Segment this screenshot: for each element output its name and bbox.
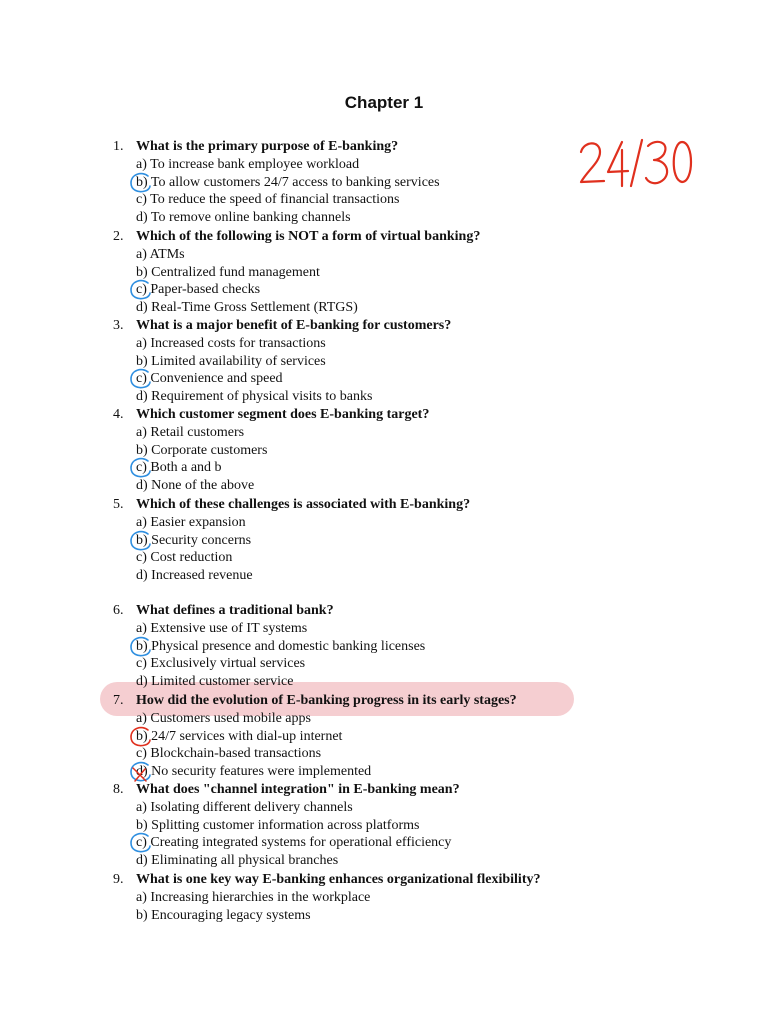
page-title: Chapter 1 <box>344 93 424 112</box>
question-number: 9. <box>113 872 124 887</box>
answer-circle-mark-icon <box>128 457 152 479</box>
answer-option: a) Extensive use of IT systems <box>136 620 308 636</box>
answer-circle-mark-icon <box>128 636 152 658</box>
answer-option: d) Real-Time Gross Settlement (RTGS) <box>136 300 358 316</box>
answer-option: d) Limited customer service <box>136 674 294 690</box>
answer-option: b) Splitting customer information across platforms <box>136 817 420 833</box>
answer-option: c) Cost reduction <box>136 550 233 566</box>
answer-option: c) Creating integrated systems for operational efficiency <box>136 835 452 851</box>
answer-circle-mark-icon <box>128 172 152 194</box>
answer-circle-mark-icon <box>128 279 152 301</box>
question-number: 7. <box>113 693 124 708</box>
question-text: What is a major benefit of E-banking for customers? <box>136 318 452 333</box>
question-text: Which of these challenges is associated with E-banking? <box>136 497 471 512</box>
answer-option: a) Increasing hierarchies in the workplace <box>136 889 371 905</box>
question-number: 4. <box>113 407 124 422</box>
answer-option: b) Corporate customers <box>136 442 268 458</box>
answer-option: d) Eliminating all physical branches <box>136 853 339 869</box>
question-number: 8. <box>113 782 124 797</box>
question-number: 3. <box>113 318 124 333</box>
answer-option: a) To increase bank employee workload <box>136 156 360 172</box>
question-number: 6. <box>113 603 124 618</box>
crossed-circle-mark-icon <box>128 761 152 783</box>
answer-option: a) Retail customers <box>136 424 245 440</box>
answer-option: a) ATMs <box>136 246 185 262</box>
answer-option: b) Centralized fund management <box>136 264 320 280</box>
answer-option: d) Increased revenue <box>136 568 253 584</box>
question-text: What does "channel integration" in E-banking mean? <box>136 782 460 797</box>
answer-option: c) Blockchain-based transactions <box>136 746 322 762</box>
answer-option: b) Security concerns <box>136 532 252 548</box>
answer-option: d) No security features were implemented <box>136 764 372 780</box>
question-number: 5. <box>113 497 124 512</box>
answer-option: c) Convenience and speed <box>136 371 283 387</box>
answer-option: c) To reduce the speed of financial transactions <box>136 192 400 208</box>
answer-option: a) Increased costs for transactions <box>136 335 326 351</box>
answer-circle-mark-icon <box>128 530 152 552</box>
question-number: 2. <box>113 229 124 244</box>
answer-option: c) Exclusively virtual services <box>136 656 306 672</box>
answer-option: a) Customers used mobile apps <box>136 710 311 726</box>
answer-circle-mark-icon <box>128 368 152 390</box>
question-text: What defines a traditional bank? <box>136 603 334 618</box>
question-text: Which of the following is NOT a form of virtual banking? <box>136 229 481 244</box>
question-text: What is the primary purpose of E-banking? <box>136 139 399 154</box>
answer-option: b) Limited availability of services <box>136 353 326 369</box>
question-text: Which customer segment does E-banking target? <box>136 407 430 422</box>
answer-circle-mark-icon <box>128 726 152 748</box>
answer-option: d) None of the above <box>136 478 255 494</box>
answer-option: b) To allow customers 24/7 access to banking services <box>136 174 440 190</box>
answer-option: b) Encouraging legacy systems <box>136 907 311 923</box>
question-number: 1. <box>113 139 124 154</box>
answer-option: a) Isolating different delivery channels <box>136 799 353 815</box>
answer-option: c) Paper-based checks <box>136 282 261 298</box>
answer-option: d) To remove online banking channels <box>136 210 351 226</box>
answer-option: b) Physical presence and domestic banking licenses <box>136 638 426 654</box>
answer-circle-mark-icon <box>128 832 152 854</box>
answer-option: b) 24/7 services with dial-up internet <box>136 728 343 744</box>
answer-option: c) Both a and b <box>136 460 222 476</box>
answer-option: a) Easier expansion <box>136 514 246 530</box>
question-text: What is one key way E-banking enhances organizational flexibility? <box>136 872 541 887</box>
answer-option: d) Requirement of physical visits to banks <box>136 389 373 405</box>
question-text: How did the evolution of E-banking progress in its early stages? <box>136 693 517 708</box>
